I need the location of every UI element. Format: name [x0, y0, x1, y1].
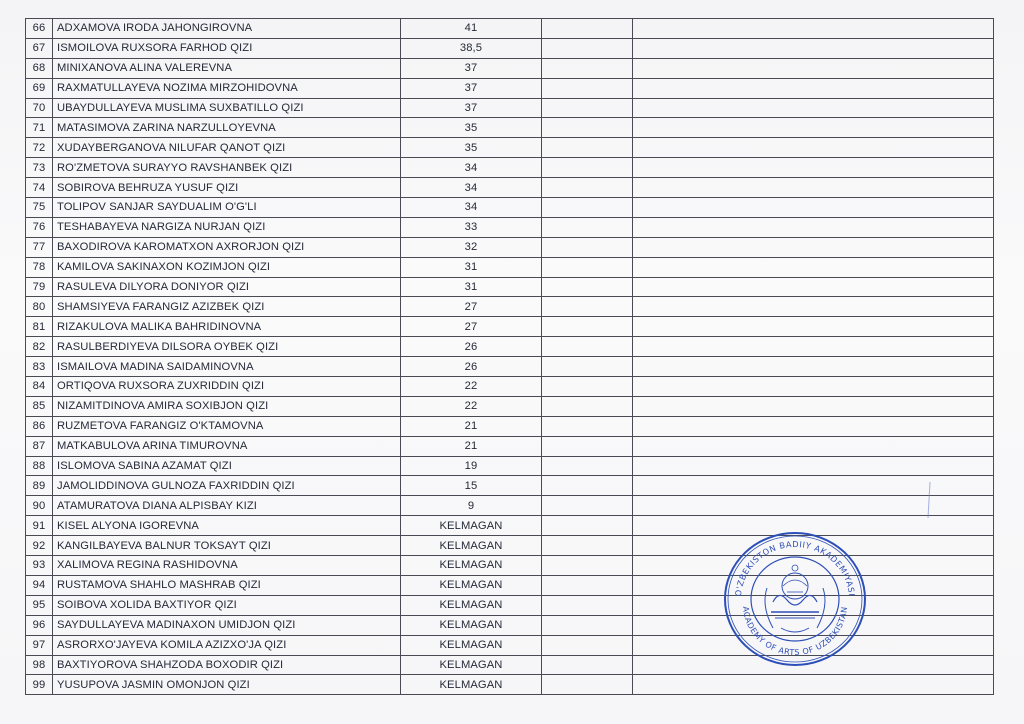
empty-cell: [542, 556, 633, 576]
empty-cell: [542, 257, 633, 277]
row-number: 76: [26, 217, 53, 237]
student-name: ISLOMOVA SABINA AZAMAT QIZI: [53, 456, 401, 476]
empty-cell: [542, 78, 633, 98]
student-name: XALIMOVA REGINA RASHIDOVNA: [53, 556, 401, 576]
student-name: RO'ZMETOVA SURAYYO RAVSHANBEK QIZI: [53, 158, 401, 178]
empty-cell: [542, 396, 633, 416]
empty-cell: [633, 217, 994, 237]
empty-cell: [633, 496, 994, 516]
table-row: [26, 98, 994, 118]
table-row: [26, 396, 994, 416]
empty-cell: [633, 357, 994, 377]
table-row: [26, 138, 994, 158]
student-name: RASULEVA DILYORA DONIYOR QIZI: [53, 277, 401, 297]
empty-cell: [633, 456, 994, 476]
table-row: [26, 675, 994, 695]
empty-cell: [542, 198, 633, 218]
score-value: 27: [401, 317, 542, 337]
student-name: RASULBERDIYEVA DILSORA OYBEK QIZI: [53, 337, 401, 357]
student-name: UBAYDULLAYEVA MUSLIMA SUXBATILLO QIZI: [53, 98, 401, 118]
score-value: KELMAGAN: [401, 595, 542, 615]
row-number: 69: [26, 78, 53, 98]
empty-cell: [633, 257, 994, 277]
empty-cell: [542, 436, 633, 456]
score-value: 22: [401, 396, 542, 416]
row-number: 75: [26, 198, 53, 218]
row-number: 83: [26, 357, 53, 377]
student-name: ORTIQOVA RUXSORA ZUXRIDDIN QIZI: [53, 377, 401, 397]
row-number: 87: [26, 436, 53, 456]
empty-cell: [633, 237, 994, 257]
row-number: 86: [26, 416, 53, 436]
row-number: 74: [26, 178, 53, 198]
table-row: [26, 297, 994, 317]
table-row: [26, 476, 994, 496]
score-value: 34: [401, 158, 542, 178]
row-number: 71: [26, 118, 53, 138]
table-row: [26, 436, 994, 456]
score-value: 34: [401, 198, 542, 218]
score-value: KELMAGAN: [401, 575, 542, 595]
empty-cell: [542, 178, 633, 198]
score-value: 34: [401, 178, 542, 198]
student-name: XUDAYBERGANOVA NILUFAR QANOT QIZI: [53, 138, 401, 158]
row-number: 70: [26, 98, 53, 118]
row-number: 84: [26, 377, 53, 397]
score-value: 9: [401, 496, 542, 516]
empty-cell: [542, 456, 633, 476]
empty-cell: [633, 317, 994, 337]
table-row: [26, 78, 994, 98]
empty-cell: [633, 416, 994, 436]
empty-cell: [542, 277, 633, 297]
table-row: [26, 317, 994, 337]
student-name: SHAMSIYEVA FARANGIZ AZIZBEK QIZI: [53, 297, 401, 317]
student-name: RIZAKULOVA MALIKA BAHRIDINOVNA: [53, 317, 401, 337]
score-value: KELMAGAN: [401, 675, 542, 695]
empty-cell: [542, 655, 633, 675]
student-name: ISMOILOVA RUXSORA FARHOD QIZI: [53, 38, 401, 58]
table-row: [26, 178, 994, 198]
empty-cell: [633, 78, 994, 98]
empty-cell: [633, 436, 994, 456]
empty-cell: [633, 58, 994, 78]
student-name: NIZAMITDINOVA AMIRA SOXIBJON QIZI: [53, 396, 401, 416]
student-name: TESHABAYEVA NARGIZA NURJAN QIZI: [53, 217, 401, 237]
row-number: 66: [26, 19, 53, 39]
row-number: 99: [26, 675, 53, 695]
score-value: 26: [401, 357, 542, 377]
score-value: 31: [401, 257, 542, 277]
empty-cell: [542, 297, 633, 317]
empty-cell: [542, 675, 633, 695]
empty-cell: [633, 158, 994, 178]
table-row: [26, 416, 994, 436]
row-number: 73: [26, 158, 53, 178]
row-number: 98: [26, 655, 53, 675]
row-number: 82: [26, 337, 53, 357]
empty-cell: [542, 476, 633, 496]
row-number: 80: [26, 297, 53, 317]
row-number: 67: [26, 38, 53, 58]
score-value: 38,5: [401, 38, 542, 58]
student-name: MINIXANOVA ALINA VALEREVNA: [53, 58, 401, 78]
row-number: 78: [26, 257, 53, 277]
student-name: MATKABULOVA ARINA TIMUROVNA: [53, 436, 401, 456]
score-value: 35: [401, 118, 542, 138]
empty-cell: [633, 377, 994, 397]
empty-cell: [542, 496, 633, 516]
seal-top-text: O'ZBEKISTON BADIIY AKADEMIYASI: [732, 538, 857, 597]
score-value: 37: [401, 78, 542, 98]
empty-cell: [633, 396, 994, 416]
empty-cell: [633, 337, 994, 357]
table-row: [26, 58, 994, 78]
student-name: JAMOLIDDINOVA GULNOZA FAXRIDDIN QIZI: [53, 476, 401, 496]
student-name: ISMAILOVA MADINA SAIDAMINOVNA: [53, 357, 401, 377]
score-value: 21: [401, 436, 542, 456]
empty-cell: [542, 516, 633, 536]
empty-cell: [633, 297, 994, 317]
row-number: 68: [26, 58, 53, 78]
score-value: 37: [401, 98, 542, 118]
student-name: TOLIPOV SANJAR SAYDUALIM O'G'LI: [53, 198, 401, 218]
table-row: [26, 496, 994, 516]
student-name: SOIBOVA XOLIDA BAXTIYOR QIZI: [53, 595, 401, 615]
score-value: 31: [401, 277, 542, 297]
row-number: 79: [26, 277, 53, 297]
table-row: [26, 217, 994, 237]
academy-seal-stamp: [721, 530, 869, 668]
empty-cell: [542, 635, 633, 655]
row-number: 77: [26, 237, 53, 257]
student-name: ADXAMOVA IRODA JAHONGIROVNA: [53, 19, 401, 39]
empty-cell: [542, 237, 633, 257]
row-number: 85: [26, 396, 53, 416]
table-row: [26, 377, 994, 397]
empty-cell: [542, 595, 633, 615]
row-number: 91: [26, 516, 53, 536]
score-value: KELMAGAN: [401, 536, 542, 556]
score-value: 22: [401, 377, 542, 397]
student-name: RUSTAMOVA SHAHLO MASHRAB QIZI: [53, 575, 401, 595]
empty-cell: [633, 476, 994, 496]
empty-cell: [633, 98, 994, 118]
student-name: MATASIMOVA ZARINA NARZULLOYEVNA: [53, 118, 401, 138]
row-number: 94: [26, 575, 53, 595]
table-row: [26, 277, 994, 297]
empty-cell: [633, 118, 994, 138]
row-number: 96: [26, 615, 53, 635]
student-name: ATAMURATOVA DIANA ALPISBAY KIZI: [53, 496, 401, 516]
empty-cell: [542, 416, 633, 436]
student-name: SAYDULLAYEVA MADINAXON UMIDJON QIZI: [53, 615, 401, 635]
empty-cell: [542, 377, 633, 397]
empty-cell: [542, 337, 633, 357]
row-number: 89: [26, 476, 53, 496]
empty-cell: [542, 217, 633, 237]
empty-cell: [542, 98, 633, 118]
table-row: [26, 19, 994, 39]
empty-cell: [542, 575, 633, 595]
table-row: [26, 158, 994, 178]
empty-cell: [542, 118, 633, 138]
table-row: [26, 118, 994, 138]
empty-cell: [633, 19, 994, 39]
score-value: 19: [401, 456, 542, 476]
row-number: 81: [26, 317, 53, 337]
score-value: KELMAGAN: [401, 615, 542, 635]
empty-cell: [542, 19, 633, 39]
score-value: 26: [401, 337, 542, 357]
empty-cell: [542, 58, 633, 78]
student-name: KANGILBAYEVA BALNUR TOKSAYT QIZI: [53, 536, 401, 556]
empty-cell: [542, 158, 633, 178]
table-row: [26, 456, 994, 476]
student-name: ASRORXO'JAYEVA KOMILA AZIZXO'JA QIZI: [53, 635, 401, 655]
pen-mark-icon: [926, 480, 932, 520]
score-value: 33: [401, 217, 542, 237]
score-value: 41: [401, 19, 542, 39]
student-name: BAXTIYOROVA SHAHZODA BOXODIR QIZI: [53, 655, 401, 675]
table-row: [26, 257, 994, 277]
score-value: 35: [401, 138, 542, 158]
table-row: [26, 357, 994, 377]
empty-cell: [633, 277, 994, 297]
score-value: 32: [401, 237, 542, 257]
student-name: KISEL ALYONA IGOREVNA: [53, 516, 401, 536]
student-name: RUZMETOVA FARANGIZ O'KTAMOVNA: [53, 416, 401, 436]
student-name: KAMILOVA SAKINAXON KOZIMJON QIZI: [53, 257, 401, 277]
student-name: SOBIROVA BEHRUZA YUSUF QIZI: [53, 178, 401, 198]
empty-cell: [542, 317, 633, 337]
score-value: KELMAGAN: [401, 556, 542, 576]
seal-bottom-text: ACADEMY OF ARTS OF UZBEKISTAN: [740, 605, 850, 658]
empty-cell: [633, 675, 994, 695]
row-number: 92: [26, 536, 53, 556]
score-value: 15: [401, 476, 542, 496]
table-row: [26, 337, 994, 357]
empty-cell: [542, 536, 633, 556]
row-number: 97: [26, 635, 53, 655]
table-row: [26, 38, 994, 58]
empty-cell: [633, 198, 994, 218]
table-row: [26, 198, 994, 218]
empty-cell: [542, 357, 633, 377]
empty-cell: [542, 38, 633, 58]
row-number: 88: [26, 456, 53, 476]
score-value: KELMAGAN: [401, 516, 542, 536]
row-number: 93: [26, 556, 53, 576]
student-name: RAXMATULLAYEVA NOZIMA MIRZOHIDOVNA: [53, 78, 401, 98]
empty-cell: [633, 138, 994, 158]
row-number: 90: [26, 496, 53, 516]
student-name: YUSUPOVA JASMIN OMONJON QIZI: [53, 675, 401, 695]
empty-cell: [633, 38, 994, 58]
score-value: 21: [401, 416, 542, 436]
empty-cell: [542, 615, 633, 635]
empty-cell: [633, 178, 994, 198]
table-row: [26, 237, 994, 257]
row-number: 95: [26, 595, 53, 615]
student-name: BAXODIROVA KAROMATXON AXRORJON QIZI: [53, 237, 401, 257]
score-value: KELMAGAN: [401, 635, 542, 655]
score-value: KELMAGAN: [401, 655, 542, 675]
score-value: 37: [401, 58, 542, 78]
score-value: 27: [401, 297, 542, 317]
row-number: 72: [26, 138, 53, 158]
empty-cell: [542, 138, 633, 158]
